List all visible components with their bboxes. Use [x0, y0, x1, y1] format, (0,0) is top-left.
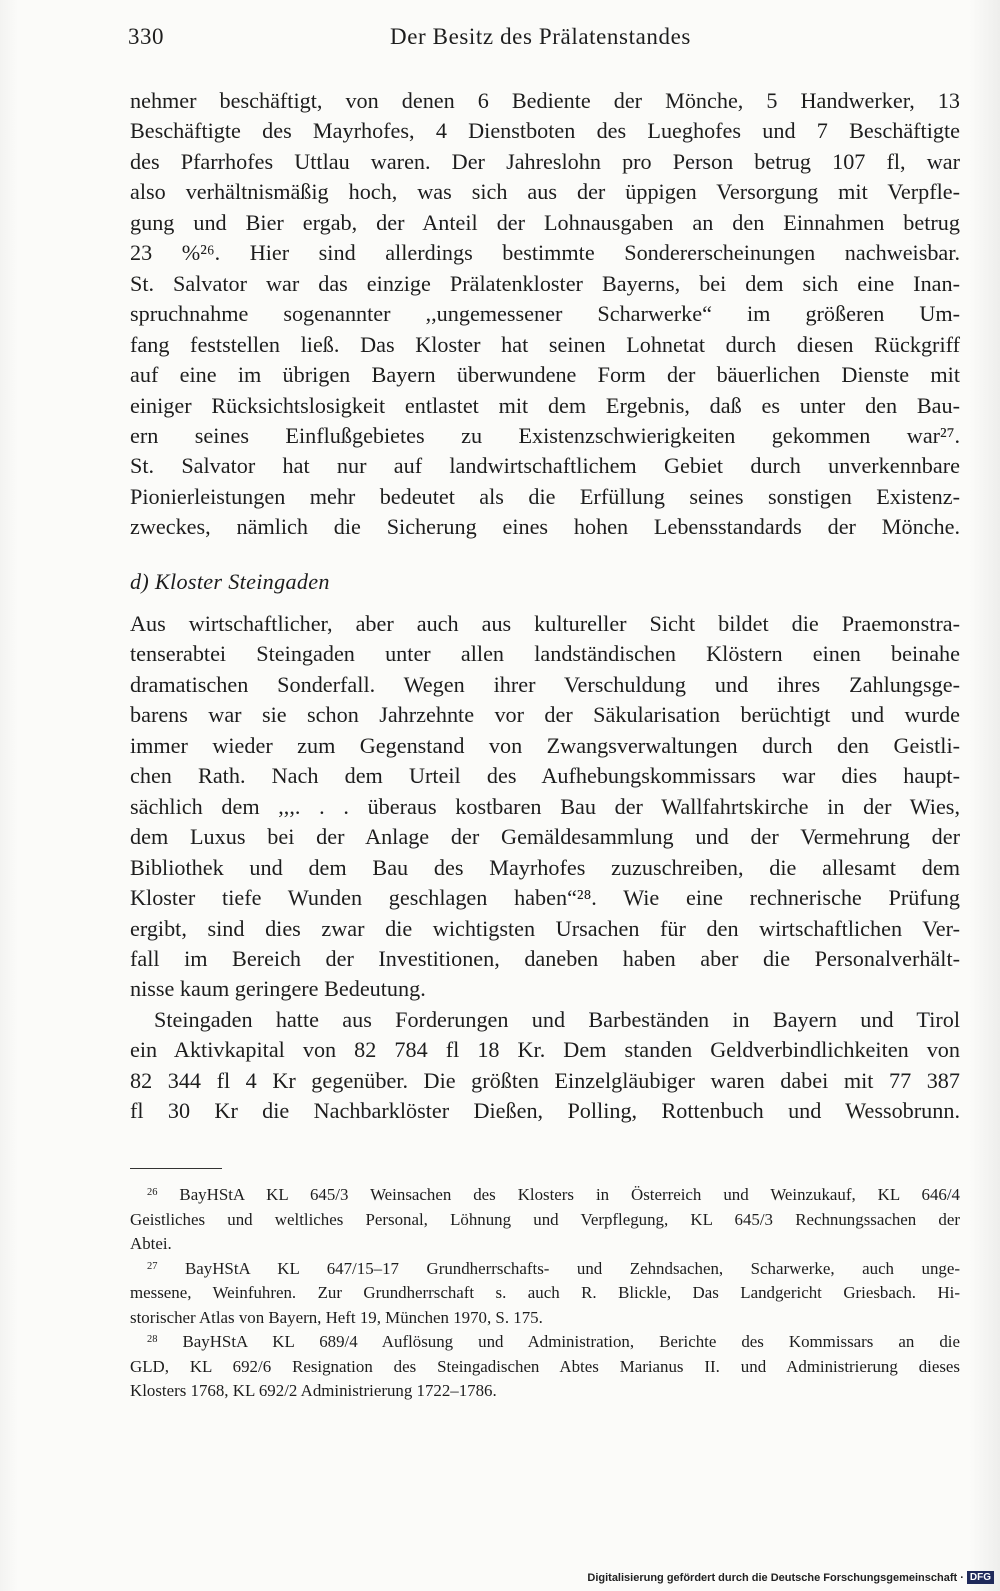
- text-line: ein Aktivkapital von 82 784 fl 18 Kr. Dem standen Geldverbindlichkeiten von: [130, 1037, 960, 1063]
- text-line: Kloster tiefe Wunden geschlagen haben“²⁸. Wie eine rechnerische Prüfung: [130, 885, 960, 911]
- text-line: ergibt, sind dies zwar die wichtigsten Ursachen für den wirtschaftlichen Ver-: [130, 915, 960, 941]
- footnotes: [130, 1183, 960, 1404]
- text-line: Pionierleistungen mehr bedeutet als die Erfüllung seines sonstigen Existenz-: [130, 483, 960, 509]
- text-line: nisse kaum geringere Bedeutung.: [130, 976, 426, 1002]
- text-line: 82 344 fl 4 Kr gegenüber. Die größten Einzelgläubiger waren dabei mit 77 387: [130, 1067, 960, 1093]
- footnote-line: [130, 1183, 960, 1208]
- page-number: 330: [128, 24, 164, 49]
- footnote-28: [130, 1330, 960, 1404]
- text-line: fl 30 Kr die Nachbarklöster Dießen, Polling, Rottenbuch und Wessobrunn.: [130, 1098, 960, 1124]
- footnote-divider: [130, 1168, 222, 1169]
- text-line: dramatischen Sonderfall. Wegen ihrer Verschuldung und ihres Zahlungsge-: [130, 671, 960, 697]
- section-heading: d) Kloster Steingaden: [130, 569, 330, 594]
- footnote-line: Geistliches und weltliches Personal, Löhnung und Verpflegung, KL 645/3 Rechnungssachen der: [130, 1209, 960, 1229]
- text-line: chen Rath. Nach dem Urteil des Aufhebungskommissars war dies haupt-: [130, 763, 960, 789]
- text-line: St. Salvator hat nur auf landwirtschaftlichem Gebiet durch unverkennbare: [130, 453, 960, 479]
- text-line: Bibliothek und dem Bau des Mayrhofes zuzuschreiben, die allesamt dem: [130, 854, 960, 880]
- page-header: [128, 24, 960, 60]
- text-line: fang feststellen ließ. Das Kloster hat seinen Lohnetat durch diesen Rückgriff: [130, 331, 960, 357]
- text-line: Aus wirtschaftlicher, aber auch aus kultureller Sicht bildet die Praemonstra-: [130, 611, 960, 636]
- text-line: tenserabtei Steingaden unter allen landständischen Klöstern einen beinahe: [130, 641, 960, 667]
- footnote-line: Abtei.: [130, 1234, 172, 1253]
- text-line: zweckes, nämlich die Sicherung eines hohen Lebensstandards der Mönche.: [130, 514, 960, 540]
- text-line: gung und Bier ergab, der Anteil der Lohnausgaben an den Einnahmen betrug: [130, 209, 960, 235]
- text-line: St. Salvator war das einzige Prälatenkloster Bayerns, bei dem sich eine Inan-: [130, 270, 960, 296]
- footnote-line: [130, 1257, 960, 1282]
- text-line: barens war sie schon Jahrzehnte vor der Säkularisation berüchtigt und wurde: [130, 702, 960, 728]
- text-line: also verhältnismäßig hoch, was sich aus der üppigen Versorgung mit Verpfle-: [130, 179, 960, 205]
- footnote-text: BayHStA KL 689/4 Auflösung und Administration, Berichte des Kommissars an die: [182, 1332, 961, 1351]
- footnote-line: messene, Weinfuhren. Zur Grundherrschaft s. auch R. Blickle, Das Landgericht Griesbach. Hi-: [130, 1283, 960, 1302]
- footnote-text: BayHStA KL 645/3 Weinsachen des Klosters in Österreich und Weinzukauf, KL 646/4: [179, 1185, 960, 1204]
- text-line: 23 %²⁶. Hier sind allerdings bestimmte Sondererscheinungen nachweisbar.: [130, 240, 960, 266]
- text-line: Beschäftigte des Mayrhofes, 4 Dienstboten des Lueghofes und 7 Beschäftigte: [130, 118, 960, 144]
- footnote-27: [130, 1257, 960, 1331]
- funding-notice: [587, 1571, 994, 1587]
- footnote-26: [130, 1183, 960, 1257]
- footnote-number: 28: [147, 1333, 158, 1345]
- running-head: Der Besitz des Prälatenstandes: [390, 24, 691, 49]
- text-line: auf eine im übrigen Bayern überwundene Form der bäuerlichen Dienste mit: [130, 362, 960, 388]
- text-line: Steingaden hatte aus Forderungen und Barbeständen in Bayern und Tirol: [154, 1006, 960, 1032]
- text-line: spruchnahme sogenannter ,,ungemessener Scharwerke“ im größeren Um-: [130, 301, 960, 327]
- text-line: fall im Bereich der Investitionen, daneben haben aber die Personalverhält-: [130, 945, 960, 971]
- text-line: nehmer beschäftigt, von denen 6 Bediente der Mönche, 5 Handwerker, 13: [130, 88, 960, 113]
- funding-text: Digitalisierung gefördert durch die Deutsche Forschungsgemeinschaft ·: [587, 1572, 964, 1584]
- dfg-logo: DFG: [967, 1571, 994, 1584]
- footnote-text: BayHStA KL 647/15–17 Grundherrschafts- und Zehndsachen, Scharwerke, auch unge-: [185, 1258, 960, 1278]
- text-line: des Pfarrhofes Uttlau waren. Der Jahreslohn pro Person betrug 107 fl, war: [130, 148, 960, 174]
- footnote-line: storischer Atlas von Bayern, Heft 19, München 1970, S. 175.: [130, 1307, 543, 1327]
- text-line: sächlich dem ,,,. . . überaus kostbaren Bau der Wallfahrtskirche in der Wies,: [130, 793, 960, 819]
- text-line: immer wieder zum Gegenstand von Zwangsverwaltungen durch den Geistli-: [130, 732, 960, 758]
- footnote-line: Klosters 1768, KL 692/2 Administrierung 1722–1786.: [130, 1381, 497, 1400]
- footnote-line: [130, 1330, 960, 1355]
- text-line: einiger Rücksichtslosigkeit entlastet mit dem Ergebnis, daß es unter den Bau-: [130, 392, 960, 418]
- footnote-number: 27: [147, 1260, 158, 1272]
- text-line: ern seines Einflußgebietes zu Existenzschwierigkeiten gekommen war²⁷.: [130, 422, 960, 448]
- footnote-line: GLD, KL 692/6 Resignation des Steingadischen Abtes Marianus II. und Administrierung dieses: [130, 1356, 960, 1376]
- text-line: dem Luxus bei der Anlage der Gemäldesammlung und der Vermehrung der: [130, 824, 960, 850]
- paragraph-steingaden: [130, 609, 960, 1127]
- paragraph-st-salvator: [130, 86, 960, 543]
- footnote-number: 26: [147, 1186, 158, 1198]
